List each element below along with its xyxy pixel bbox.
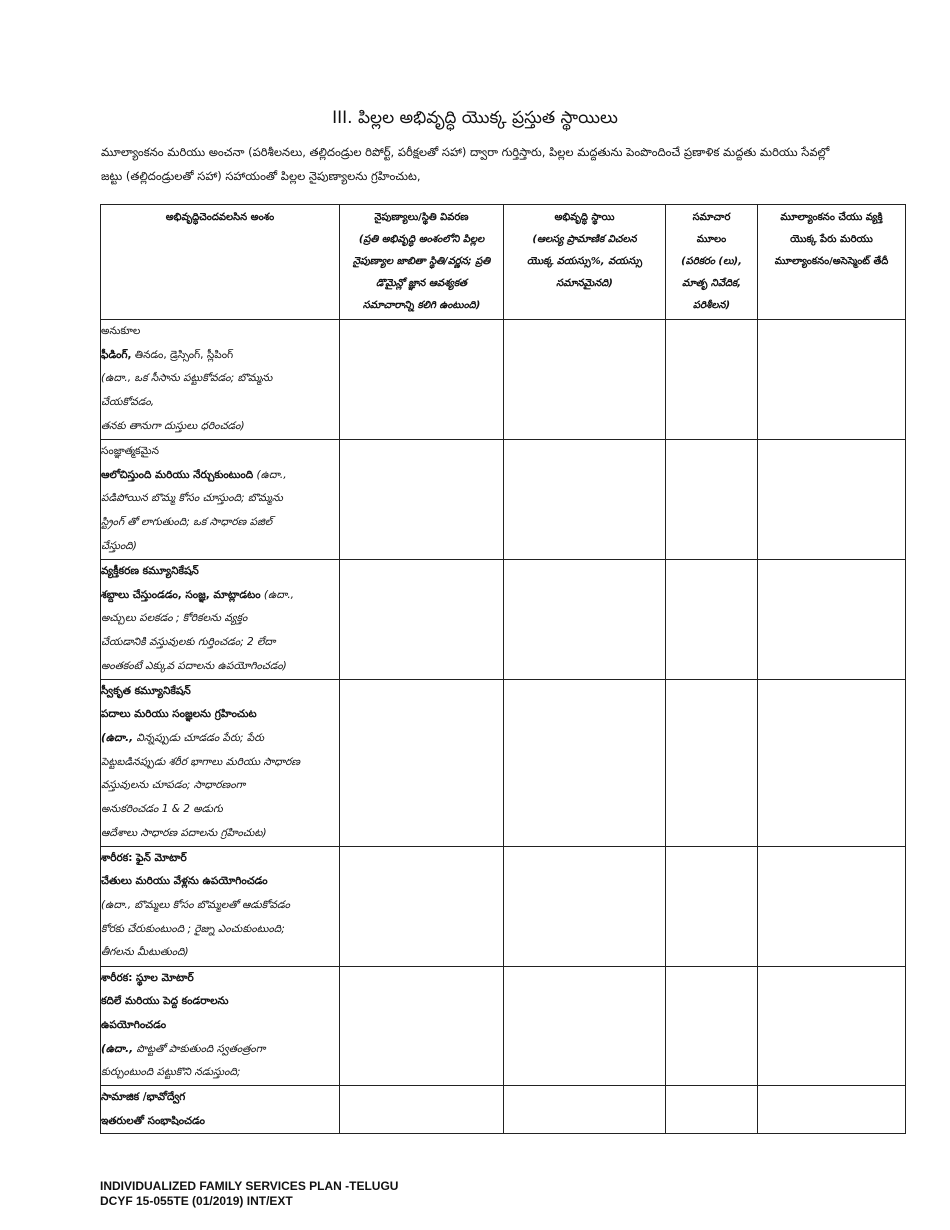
source-cell[interactable] [666,320,758,440]
row-label-social-emotional: సామాజిక /భావోద్వేగ ఇతరులతో సంభాషించడం [101,1086,340,1134]
table-row [101,440,906,560]
level-cell[interactable] [504,560,666,680]
level-cell[interactable] [504,440,666,560]
row-label-receptive-communication: స్వీకృత కమ్యూనికేషన్ పదాలు మరియు సంజ్ఞలను గ్రహించుట (ఉదా., విన్నప్పుడు చూడడం పేరు; పేరు పెట్టబడినప్పుడు శరీర భాగాలు మరియు సాధారణ వస్తువులను చూపడం; సాధారణంగా అనుకరించడం 1 & 2 అడుగు ఆదేశాలు సాధారణ పదాలను గ్రహించుట) [101,679,340,846]
table-row [101,846,906,966]
skills-cell[interactable] [340,679,504,846]
skills-cell[interactable] [340,966,504,1086]
evaluator-cell[interactable] [758,846,906,966]
source-cell[interactable] [666,846,758,966]
row-label-cognitive: సంజ్ఞాత్మకమైన ఆలోచిస్తుంది మరియు నేర్చుకుంటుంది (ఉదా., పడిపోయిన బొమ్మ కోసం చూస్తుంది; బొమ్మను స్ట్రింగ్ తో లాగుతుంది; ఒక సాధారణ పజిల్ చేస్తుంది) [101,440,340,560]
form-footer [100,1179,398,1209]
row-label-adaptive: అనుకూల ఫీడింగ్, తినడం, డ్రెస్సింగ్, స్లీపింగ్ (ఉదా., ఒక సీసాను పట్టుకోవడం; బొమ్మను చేయకోవడం, తనకు తానుగా దుస్తులు ధరించడం) [101,320,340,440]
table-row [101,560,906,680]
source-cell[interactable] [666,966,758,1086]
level-cell[interactable] [504,846,666,966]
level-cell[interactable] [504,966,666,1086]
skills-cell[interactable] [340,560,504,680]
table-row [101,966,906,1086]
evaluator-cell[interactable] [758,560,906,680]
intro-line-2: జట్టు (తల్లిదండ్రులతో సహా) సహాయంతో పిల్లల నైపుణ్యాలను గ్రహించుట, [101,169,421,183]
skills-cell[interactable] [340,320,504,440]
table-row [101,320,906,440]
table-row [101,1086,906,1134]
table-row [101,679,906,846]
source-cell[interactable] [666,440,758,560]
evaluator-cell[interactable] [758,440,906,560]
source-cell[interactable] [666,1086,758,1134]
header-evaluator-name-date: మూల్యాంకనం చేయు వ్యక్తి యొక్క పేరు మరియు మూల్యాంకనం/అసెస్మెంట్ తేదీ [758,205,906,320]
skills-cell[interactable] [340,1086,504,1134]
row-label-expressive-communication: వ్యక్తీకరణ కమ్యూనికేషన్ శబ్దాలు చేస్తుండడం, సంజ్ఞ, మాట్లాడటం (ఉదా., అచ్చులు పలకడం ; కోరికలను వ్యక్తం చేయడానికి వస్తువులకు గుర్తించడం; 2 లేదా అంతకంటే ఎక్కువ పదాలను ఉపయోగించడం) [101,560,340,680]
evaluator-cell[interactable] [758,1086,906,1134]
evaluator-cell[interactable] [758,966,906,1086]
footer-form-code: DCYF 15-055TE (01/2019) INT/EXT [100,1194,293,1208]
source-cell[interactable] [666,560,758,680]
level-cell[interactable] [504,679,666,846]
header-development-level: అభివృద్ధి స్థాయి (ఆలస్య ప్రామాణిక విచలన యొక్క వయస్సు%, వయస్సు సమానమైనది) [504,205,666,320]
source-cell[interactable] [666,679,758,846]
footer-form-title: INDIVIDUALIZED FAMILY SERVICES PLAN -TELUGU [100,1179,399,1193]
intro-line-1: మూల్యాంకనం మరియు అంచనా (పరిశీలనలు, తల్లిదండ్రుల రిపోర్ట్, పరీక్షలతో సహా) ద్వారా గుర్తిస్తారు, పిల్లల మద్దతును పెంపొందించే ప్రణాళిక మద్దతు మరియు సేవల్లో [101,145,830,159]
header-development-area: అభివృద్ధిచెందవలసిన అంశం [101,205,340,320]
intro-text [101,140,911,188]
row-label-fine-motor: శారీరక: ఫైన్ మోటార్ చేతులు మరియు వేళ్లను ఉపయోగించడం (ఉదా., బొమ్మలు కోసం బొమ్మలతో ఆడుకోవడం కోరకు చేరుకుంటుంది ; రైజ్ను ఎంచుకుంటుంది; తీగలను మీటుతుంది) [101,846,340,966]
development-levels-table [100,204,906,1134]
row-label-gross-motor: శారీరక: స్థూల మోటార్ కదిలే మరియు పెద్ద కండరాలను ఉపయోగించడం (ఉదా., పొట్టతో పాకుతుంది స్వతంత్రంగా కుర్చుంటుంది పట్టుకొని నడుస్తుంది; [101,966,340,1086]
level-cell[interactable] [504,320,666,440]
evaluator-cell[interactable] [758,679,906,846]
header-skills-description: నైపుణ్యాలు/స్థితి వివరణ (ప్రతి అభివృద్ధి అంశంలోని పిల్లల నైపుణ్యాల జాబితా స్థితి/వర్ణన; ప్రతి డొమైన్లో జ్ఞాన ఆవశ్యకత సమాచారాన్ని కలిగి ఉంటుంది) [340,205,504,320]
page-title: III. పిల్లల అభివృద్ధి యొక్క ప్రస్తుత స్థాయిలు [332,108,618,128]
header-information-source: సమాచార మూలం (పరికరం (లు), మాతృ నివేదిక, పరిశీలన) [666,205,758,320]
table-header-row [101,205,906,320]
skills-cell[interactable] [340,440,504,560]
level-cell[interactable] [504,1086,666,1134]
evaluator-cell[interactable] [758,320,906,440]
skills-cell[interactable] [340,846,504,966]
